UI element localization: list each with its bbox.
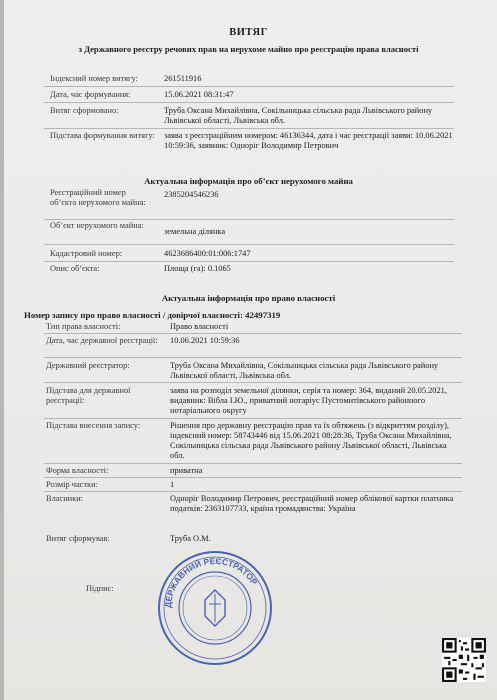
field-label: Опис об’єкта: [50, 264, 100, 273]
object-section-heading: Актуальна інформація про об’єкт нерухомого майна [144, 176, 353, 186]
field-label: Реєстраційний номер об’єкта нерухомого майна: [50, 188, 146, 207]
record-number-line: Номер запису про право власності / довірчої власності: 42497319 [24, 310, 281, 320]
field-value: 2385204546236 [164, 190, 219, 199]
field-value: 4623686400:01:006:1747 [164, 249, 251, 258]
formed-by-label: Витяг сформував: [46, 534, 110, 543]
document-title: ВИТЯГ [229, 27, 268, 38]
divider [44, 102, 454, 103]
divider [44, 418, 462, 419]
field-value: Рішення про державну реєстрацію прав та їх обтяжень (з відкриттям розділу), індексний номер: 58743446 від 15.06.2021 08:28:36, Труба Оксана Михайлівна, Сокільницька сільська рада Львівського району Львівської області, Львівська обл. [170, 421, 452, 460]
field-label: Кадастровий номер: [50, 249, 123, 258]
svg-text:ДЕРЖАВНИЙ РЕЄСТРАТОР [163, 556, 260, 608]
divider [44, 463, 462, 464]
field-value: приватна [170, 466, 203, 475]
field-value: Площа (га): 0.1065 [164, 264, 231, 273]
field-label: Власники: [46, 494, 84, 503]
field-label: Підстава внесення запису: [46, 421, 141, 430]
field-value: Право власності [170, 322, 229, 331]
field-label: Підстава формування витягу: [50, 131, 155, 140]
field-value: 15.06.2021 08:31:47 [164, 90, 234, 99]
field-value: 1 [170, 480, 175, 489]
field-label: Витяг сформовано: [50, 106, 119, 115]
divider [44, 219, 454, 220]
divider [44, 491, 462, 492]
field-value: Труба Оксана Михайлівна, Сокільницька сільська рада Львівського району Львівської області, Львівська обл. [170, 361, 439, 380]
divider [44, 128, 454, 129]
field-label: Підстава для державної реєстрації: [46, 386, 131, 405]
ownership-section-heading: Актуальна інформація про право власності [161, 293, 336, 303]
field-label: Тип права власності: [46, 322, 121, 331]
field-value: 10.06.2021 10:59:36 [170, 336, 240, 345]
field-value: заява на розподіл земельної ділянки, серія та номер: 364, виданий 20.05.2021, видавник: Вібла І.Ю., приватний нотаріус Пустомитівського районного нотаріального округу [170, 386, 447, 415]
formed-by-value: Труба О.М. [170, 534, 211, 543]
field-label: Форма власності: [46, 466, 109, 475]
field-value: заява з реєстраційним номером: 46136344, дата і час реєстрації заяви: 10.06.2021 10:59:36, заявник: Одноріг Володимир Петрович [164, 131, 453, 150]
field-value: Одноріг Володимир Петрович, реєстраційний номер облікової картки платника податків: 2363107733, країна громадянства: Україна [170, 494, 454, 513]
divider [44, 382, 462, 383]
divider [44, 261, 454, 262]
field-value: Труба Оксана Михайлівна, Сокільницька сільська рада Львівського району Львівської області, Львівська обл. [164, 106, 433, 125]
field-label: Державний реєстратор: [46, 361, 130, 370]
field-label: Розмір частки: [46, 480, 98, 489]
divider [44, 333, 462, 334]
field-value: 261511916 [164, 74, 202, 83]
divider [44, 357, 462, 358]
field-label: Дата, час формування: [50, 90, 131, 99]
field-label: Об’єкт нерухомого майна: [50, 221, 144, 230]
official-stamp [155, 548, 275, 668]
signature-label: Підпис: [86, 584, 114, 593]
field-label: Індексний номер витягу: [50, 74, 138, 83]
divider [44, 244, 454, 245]
field-value: земельна ділянка [164, 227, 226, 236]
stamp-ring-text: ДЕРЖАВНИЙ РЕЄСТРАТОР [162, 555, 260, 609]
field-label: Дата, час державної реєстрації: [46, 336, 158, 345]
qr-code [442, 638, 486, 682]
divider [44, 477, 462, 478]
divider [44, 86, 454, 87]
page-edge [0, 0, 4, 700]
document-subtitle: з Державного реєстру речових прав на нерухоме майно про реєстрацію права власності [78, 44, 419, 54]
